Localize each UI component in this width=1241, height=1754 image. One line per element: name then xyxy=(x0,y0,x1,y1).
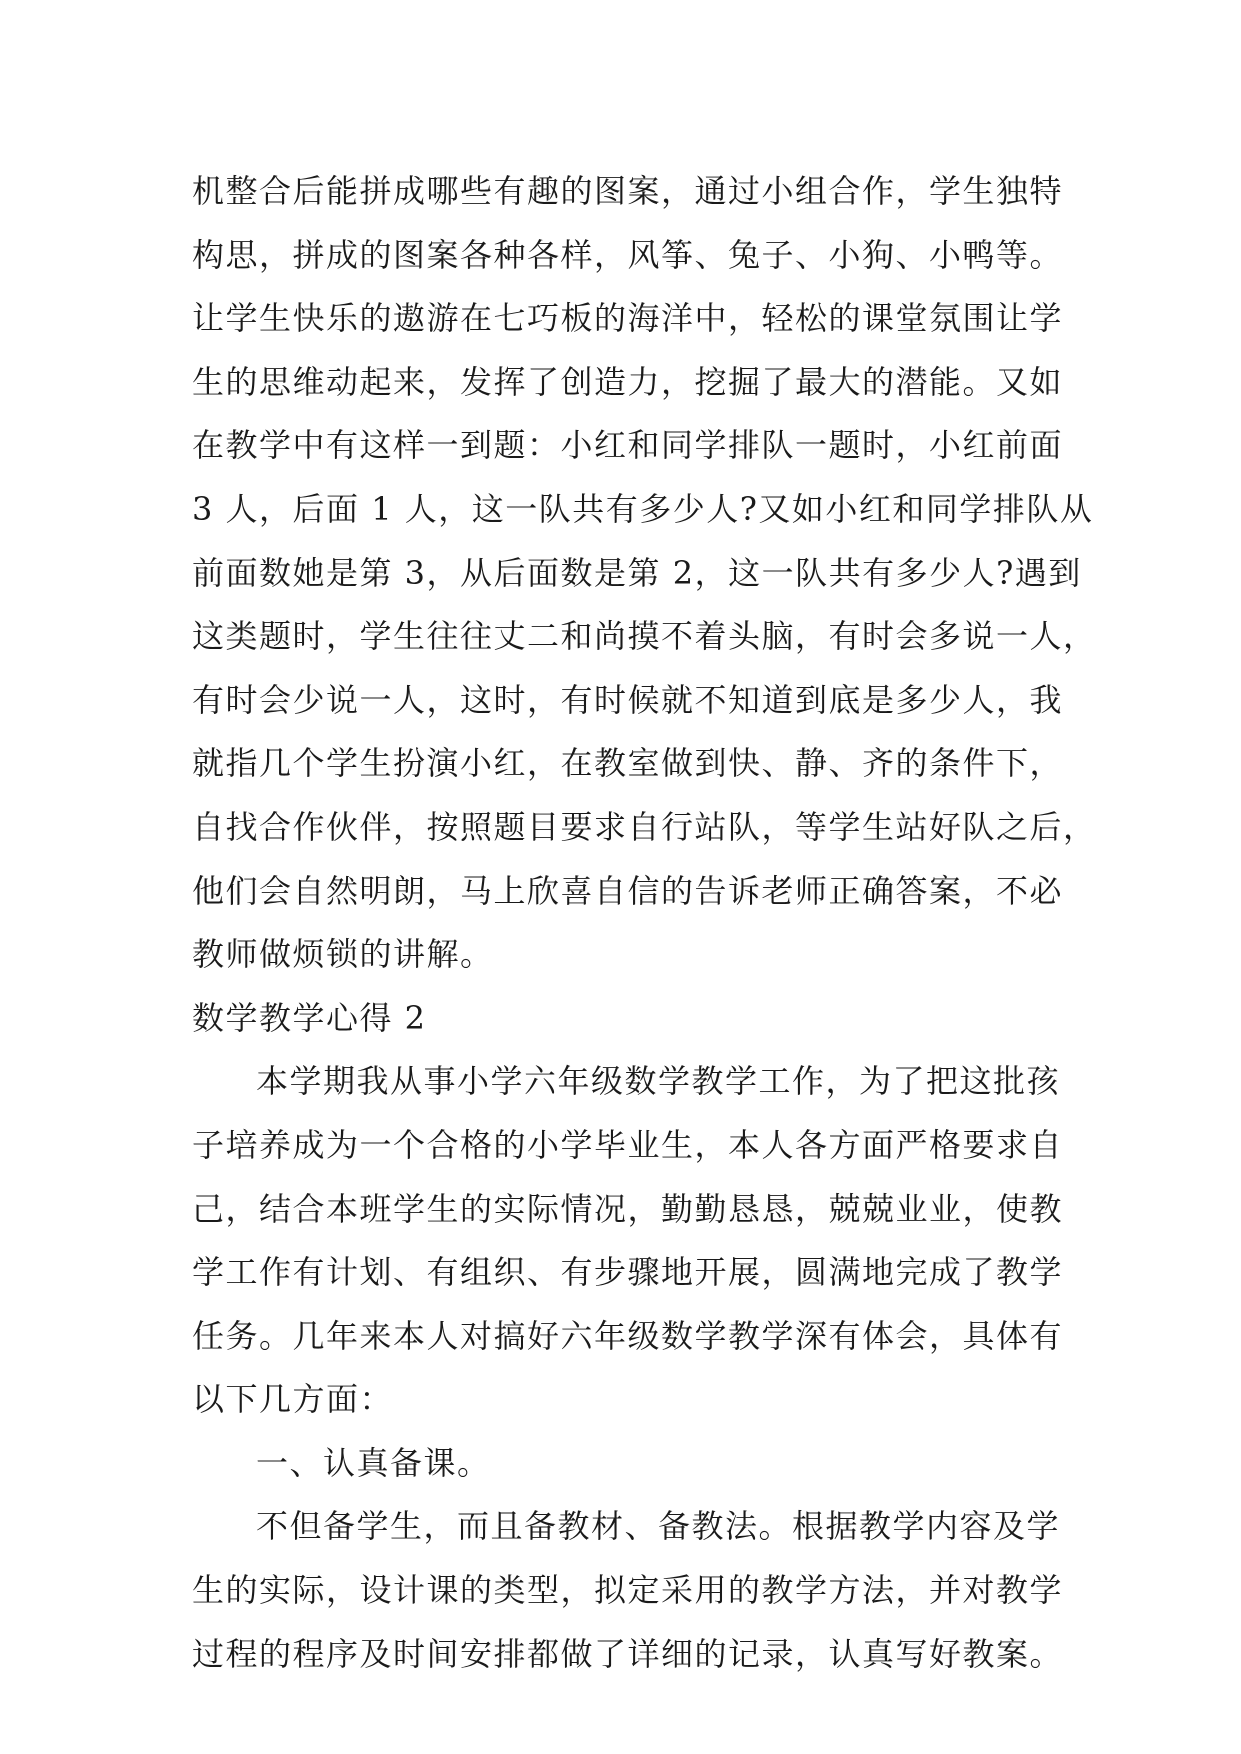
paragraph-line: 构思，拼成的图案各种各样，风筝、兔子、小狗、小鸭等。 xyxy=(192,235,1064,274)
paragraph-line: 机整合后能拼成哪些有趣的图案，通过小组合作，学生独特 xyxy=(192,172,1064,210)
paragraph-line: 这类题时，学生往往丈二和尚摸不着头脑，有时会多说一人， xyxy=(192,617,1097,656)
paragraph-line: 有时会少说一人，这时，有时候就不知道到底是多少人，我 xyxy=(192,680,1064,719)
paragraph-line: 任务。几年来本人对搞好六年级数学教学深有体会，具体有 xyxy=(192,1316,1064,1355)
paragraph-line: 让学生快乐的遨游在七巧板的海洋中，轻松的课堂氛围让学 xyxy=(192,299,1064,338)
section-heading: 数学教学心得 2 xyxy=(192,998,427,1037)
paragraph-line: 子培养成为一个合格的小学毕业生，本人各方面严格要求自 xyxy=(192,1125,1064,1164)
paragraph-line: 在教学中有这样一到题：小红和同学排队一题时，小红前面 xyxy=(192,426,1064,465)
paragraph-line: 过程的程序及时间安排都做了详细的记录，认真写好教案。 xyxy=(192,1634,1064,1673)
paragraph-line: 自找合作伙伴，按照题目要求自行站队，等学生站好队之后， xyxy=(192,807,1097,846)
paragraph-line: 他们会自然明朗，马上欣喜自信的告诉老师正确答案，不必 xyxy=(192,871,1064,910)
paragraph-line: 3 人，后面 1 人，这一队共有多少人?又如小红和同学排队从 xyxy=(192,489,1094,528)
paragraph-line: 教师做烦锁的讲解。 xyxy=(192,935,494,974)
subheading: 一、认真备课。 xyxy=(256,1443,491,1482)
paragraph-line: 就指几个学生扮演小红，在教室做到快、静、齐的条件下， xyxy=(192,744,1064,783)
body-text xyxy=(192,160,1097,1686)
paragraph-line: 以下几方面： xyxy=(192,1380,394,1419)
paragraph-line: 本学期我从事小学六年级数学教学工作，为了把这批孩 xyxy=(256,1062,1061,1101)
paragraph-line: 生的实际，设计课的类型，拟定采用的教学方法，并对教学 xyxy=(192,1571,1064,1610)
paragraph-line: 前面数她是第 3，从后面数是第 2，这一队共有多少人?遇到 xyxy=(192,553,1082,592)
paragraph-line: 学工作有计划、有组织、有步骤地开展，圆满地完成了教学 xyxy=(192,1253,1064,1292)
paragraph-line: 不但备学生，而且备教材、备教法。根据教学内容及学 xyxy=(256,1507,1061,1546)
paragraph-line: 己，结合本班学生的实际情况，勤勤恳恳，兢兢业业，使教 xyxy=(192,1189,1064,1228)
paragraph-line: 生的思维动起来，发挥了创造力，挖掘了最大的潜能。又如 xyxy=(192,362,1064,401)
